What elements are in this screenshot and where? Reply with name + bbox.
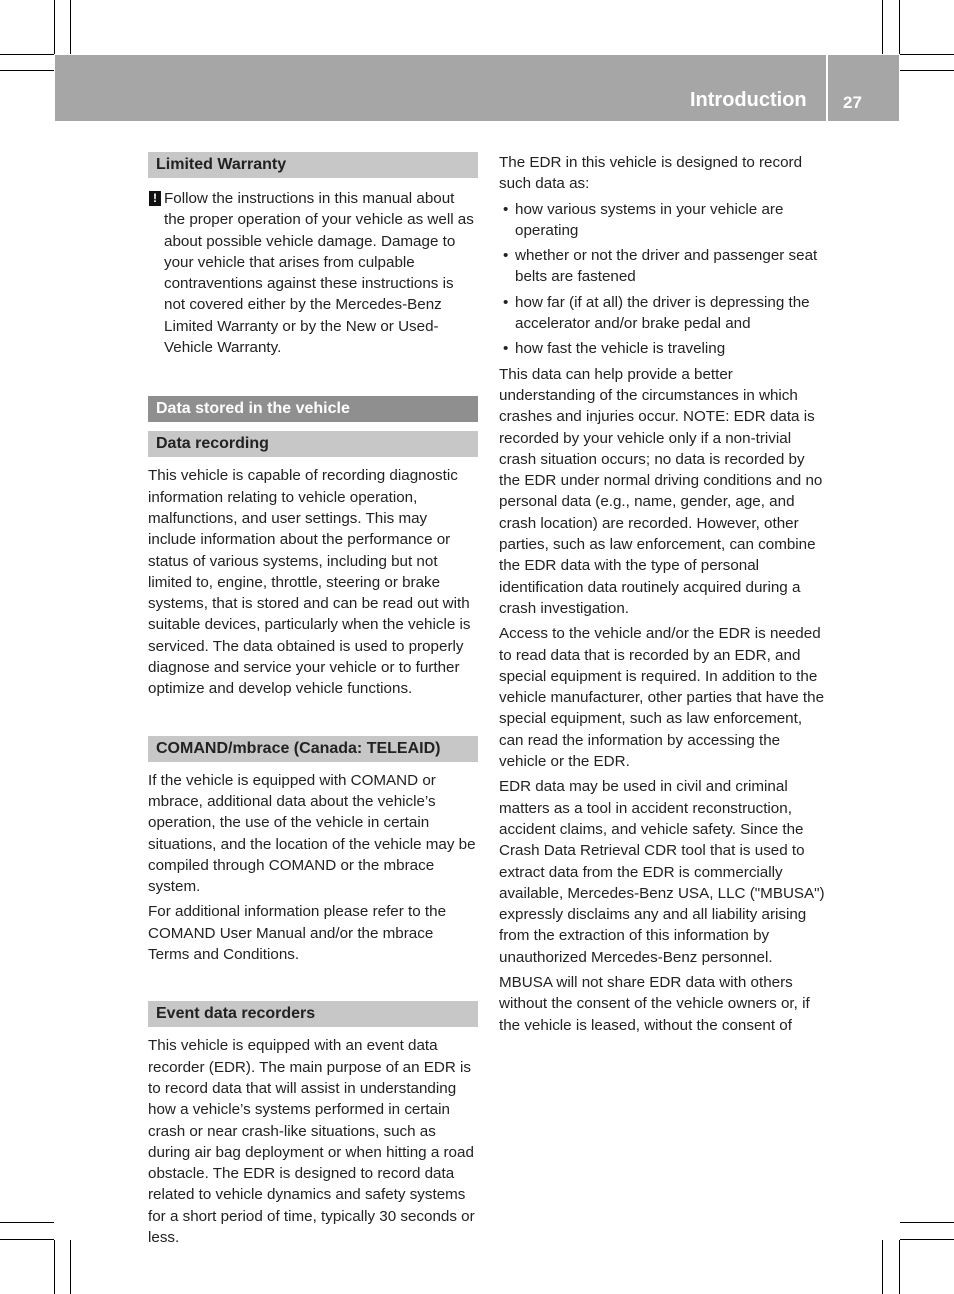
crop-mark [900, 54, 954, 55]
comand-heading: COMAND/mbrace (Canada: TELEAID) [148, 736, 478, 762]
edr-paragraph-6: MBUSA will not share EDR data with others without the consent of the vehicle owners or, if the vehicle is leased, without the consent of [499, 973, 810, 1034]
edr-paragraph-5: EDR data may be used in civil and criminal matters as a tool in accident reconstruction, accident claims, and vehicle safety. Since the Crash Data Retrieval CDR tool that is used to extract data from the EDR is commercially available, Mercedes-Benz USA, LLC ("MBUSA") expressly disclaims any and all liability arising from the extraction of this information by unauthorized Mercedes-Benz personnel. [499, 778, 825, 966]
crop-mark [900, 70, 954, 71]
limited-warranty-heading: Limited Warranty [148, 152, 478, 178]
exclamation-icon: ! [149, 191, 161, 206]
crop-mark [54, 0, 55, 54]
event-data-heading: Event data recorders [148, 1001, 478, 1027]
edr-paragraph-3: This data can help provide a better understanding of the circumstances in which crashes and injuries occur. NOTE: EDR data is recorded by your vehicle only if a non-trivial crash situation occurs; no data is recorded by the EDR under normal driving conditions and no personal data (e.g., name, gender, age, and crash location) are recorded. However, other parties, such as law enforcement, can combine the EDR data with the type of personal identification data routinely acquired during a crash investigation. [499, 365, 823, 617]
header-divider [826, 55, 828, 121]
event-data-paragraph-1: This vehicle is equipped with an event data recorder (EDR). The main purpose of an EDR is to record data that will assist in understanding how a vehicle’s systems performed in certain crash or near crash-like situations, such as during air bag deployment or when hitting a road obstacle. The EDR is designed to record data related to vehicle dynamics and safety systems for a short period of time, typically 30 seconds or less. [148, 1037, 475, 1246]
bullet-icon: • [503, 293, 509, 311]
crop-mark [899, 0, 900, 54]
warning-text: Follow the instructions in this manual about the proper operation of your vehicle as well as about possible vehicle damage. Damage to your vehicle that arises from culpable contraventions against these instructions is not covered either by the Mercedes-Benz Limited Warranty or by the New or Used-Vehicle Warranty. [164, 190, 474, 357]
edr-paragraph-2: The EDR in this vehicle is designed to record such data as: [499, 154, 803, 193]
crop-mark [54, 1240, 55, 1294]
crop-mark [899, 1240, 900, 1294]
section-title: Introduction [690, 89, 807, 111]
crop-mark [0, 54, 54, 55]
list-item: • how various systems in your vehicle are operating [503, 200, 784, 239]
crop-mark [70, 0, 71, 54]
page-number: 27 [843, 93, 862, 112]
crop-mark [900, 1222, 954, 1223]
data-recording-text: This vehicle is capable of recording diagnostic information relating to vehicle operation, malfunctions, and user settings. This may include information about the performance or status of various systems, including but not limited to, engine, throttle, steering or brake systems, that is stored and can be read out with suitable devices, particularly when the vehicle is serviced. The data obtained is used to properly diagnose and service your vehicle or to further optimize and develop vehicle functions. [148, 467, 471, 698]
crop-mark [70, 1240, 71, 1294]
warning-notice [148, 188, 478, 358]
crop-mark [0, 1239, 54, 1240]
crop-mark [900, 1239, 954, 1240]
right-column [499, 152, 829, 1040]
data-recording-heading: Data recording [148, 431, 478, 457]
edr-paragraph-4: Access to the vehicle and/or the EDR is needed to read data that is recorded by an EDR, and special equipment is required. In addition to the vehicle manufacturer, other parties that have the special equipment, such as law enforcement, can read the information by accessing the vehicle or the EDR. [499, 625, 825, 771]
list-item: • how fast the vehicle is traveling [499, 338, 829, 359]
data-stored-heading: Data stored in the vehicle [148, 396, 478, 422]
crop-mark [0, 1222, 54, 1223]
list-item: • whether or not the driver and passenger seat belts are fastened [503, 247, 818, 286]
comand-paragraph-2: For additional information please refer to the COMAND User Manual and/or the mbrace Terms and Conditions. [148, 903, 447, 964]
bullet-icon: • [503, 340, 509, 358]
crop-mark [882, 0, 883, 54]
bullet-icon: • [503, 247, 509, 265]
crop-mark [882, 1240, 883, 1294]
bullet-icon: • [503, 200, 509, 218]
comand-paragraph-1: If the vehicle is equipped with COMAND or mbrace, additional data about the vehicle’s operation, the use of the vehicle in certain situations, and the location of the vehicle may be compiled through COMAND or the mbrace system. [148, 771, 476, 896]
left-column [148, 152, 478, 1252]
crop-mark [0, 70, 54, 71]
edr-bullet-list [499, 199, 829, 360]
list-item: • how far (if at all) the driver is depressing the accelerator and/or brake pedal and [503, 293, 810, 333]
